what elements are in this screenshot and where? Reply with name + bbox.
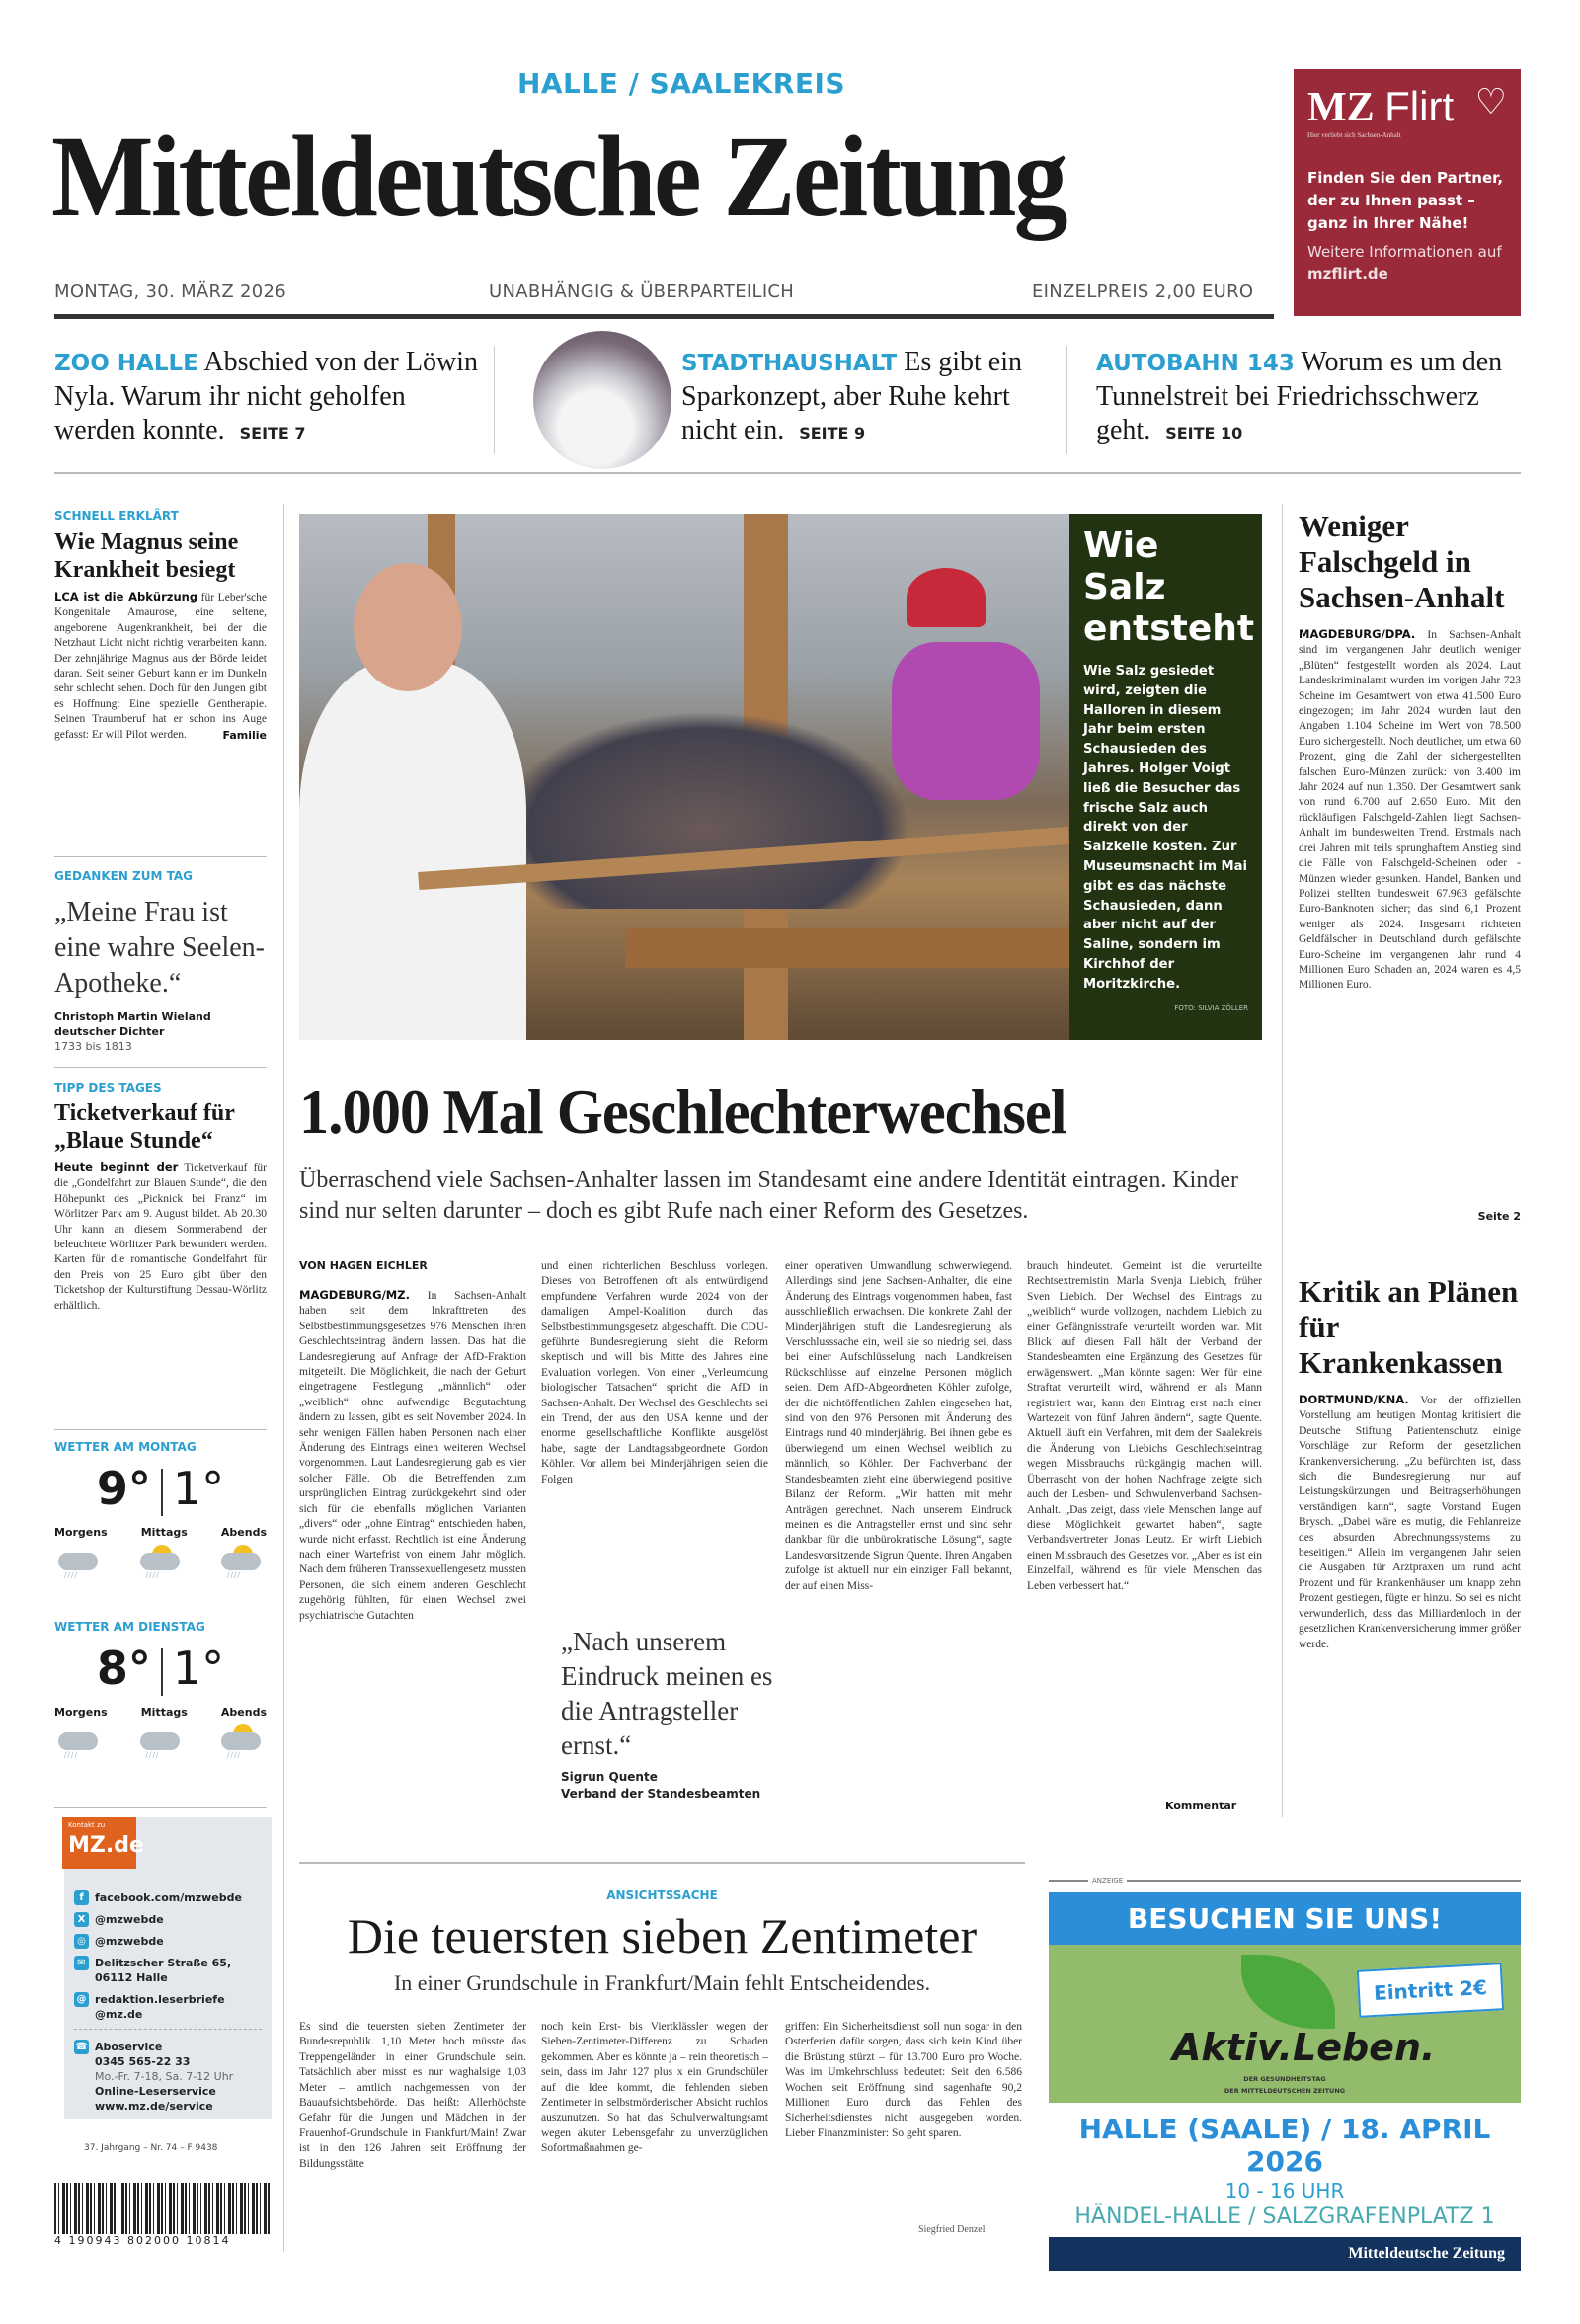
thought-box [54,869,267,1054]
flirt-link[interactable]: mzflirt.de [1307,265,1388,282]
flirt-tagline: Hier verliebt sich Sachsen-Anhalt [1307,131,1401,139]
sun-rain-icon: //// [136,1543,186,1580]
ad-footer-logo: Mitteldeutsche Zeitung [1049,2237,1521,2271]
event-ad[interactable] [1049,1877,1521,2271]
byline: VON HAGEN EICHLER [299,1259,428,1272]
teaser-image[interactable] [533,331,672,469]
masthead-rule [54,314,1274,319]
region-label: HALLE / SAALEKREIS [516,67,846,100]
tip-text: Heute beginnt der Ticketverkauf für die „Gondelfahrt zur Blauen Stunde“, die den Höhepunkt des „Picknick bei Franz“ im Wörlitzer Park am 9. August bildet. Ab 20.30 Uhr kann an diesem Sommerabend der beleuchtete Wörlitzer Park bewundert werden. Karten für die romantische Gondelfahrt für den Preis von 25 Euro gibt über den Ticketshop der Kulturstiftung Dessau-Wörlitz erhältlich. [54,1161,267,1312]
sun-rain-icon: //// [217,1543,267,1580]
divider [494,346,495,454]
x-link[interactable]: X @mzwebde [74,1912,262,1927]
rain-cloud-icon: //// [54,1543,104,1580]
issue-number: 37. Jahrgang – Nr. 74 – F 9438 [84,2143,218,2153]
rain-cloud-icon: //// [54,1723,104,1760]
teaser-page: SEITE 10 [1165,424,1243,442]
at-icon: @ [74,1992,89,2007]
teaser-autobahn[interactable] [1096,346,1521,450]
explain-text: LCA ist die Abkürzung für Leber'sche Kongenitale Amaurose, eine seltene, angeborene Augenkrankheit, bei der die Netzhaut Licht nicht richtig verarbeiten kann. Der zehnjährige Magnus aus der Börde leidet daran. Seit seiner Geburt kann er im Dunkeln sehr schlecht sehen. Doch für den Jungen gibt es Hoffnung: Eine spezielle Gentherapie. Seinen Traumberuf hat er schon ins Auge gefasst: Er will Pilot werden. Familie [54,590,268,742]
divider [299,1862,1025,1864]
caption-headline: Wie Salz entsteht [1083,525,1255,649]
teaser-text: Es gibt ein Sparkonzept, aber Ruhe kehrt nicht ein. [681,347,1022,445]
issue-date: MONTAG, 30. MÄRZ 2026 [54,281,287,302]
explain-headline: Wie Magnus seine Krankheit besiegt [54,529,239,583]
lead-subhead: Überraschend viele Sachsen-Anhalter lassen im Standesamt eine andere Identität eintragen. Kinder sind nur selten darunter – doch es gibt Rufe nach einer Reform des Gesetzes. [299,1167,1238,1224]
thought-quote: „Meine Frau ist eine wahre Seelen-Apotheke.“ [54,897,265,999]
ad-banner: BESUCHEN SIE UNS! [1049,1892,1521,1945]
facebook-link[interactable]: f facebook.com/mzwebde [74,1890,262,1905]
teaser-zoo[interactable] [54,346,489,450]
period-label: Abends [220,1525,267,1539]
phone-icon: ☎ [75,2042,88,2052]
price: EINZELPREIS 2,00 EURO [1032,281,1254,302]
dateline: MAGDEBURG/MZ. [299,1288,410,1302]
mail-icon: ✉ [74,1956,89,1970]
article-text: und einen richterlichen Beschluss vorlegen. Dieses von Betroffenen oft als entwürdigend empfundene Verfahren wurde 2024 von der damaligen Ampel-Koalition durch das Selbstbestimmungsgesetz abgeschafft. Die CDU-geführte Bundesregierung sieht die Reform skeptisch und will bis Mitte des Jahres eine Evaluation vorlegen. Von einer „Verleumdung biologischer Tatsachen“ spricht die AfD in Sachsen-Anhalt. Der Wechsel des Geschlechts sei ein Trend, der aus den USA kenne und der enorme gesellschaftliche Konflikte ausgelöst habe, sagte der Landtagsabgeordnete Gordon Köhler. Vor allem bei Minderjährigen seien die Folgen [541,1260,768,1485]
pull-quote-role: Verband der Standesbeamten [561,1787,761,1801]
leaf-logo-icon [1241,1955,1335,2029]
motto: UNABHÄNGIG & ÜBERPARTEILICH [489,281,795,302]
pull-quote [561,1625,778,1803]
teaser-text: Abschied von der Löwin Nyla. Warum ihr nicht geholfen werden konnte. [54,347,478,445]
ad-brand-area [1049,1945,1521,2103]
instagram-icon: ◎ [74,1934,89,1949]
lead-column-4 [1027,1259,1262,1793]
temperature: 9° 1° [96,1462,225,1515]
teaser-kicker: STADTHAUSHALT [681,351,898,376]
article-text: In Sachsen-Anhalt haben seit dem Inkrafttreten des Selbstbestimmungsgesetzes 976 Menschen ihren Geschlechtseintrag ändern lassen. Das hat die Landesregierung auf Anfrage der AfD-Fraktion mitgeteilt. Die Möglichkeit, die nach der Geburt eingetragene Festlegung „männlich“ oder „weiblich“ ohne aufwendige Begutachtung ändern zu lassen, gibt es seit November 2024. In sehr wenigen Fällen haben Personen nach einer Änderung des Eintrags einen weiteren Wechsel vorgenommen. Laut Landesregierung gab es vier solcher Fälle. Ob die Betreffenden zum ursprünglichen Eintrag zurückgekehrt sind oder sich für die ebenfalls möglichen Varianten „divers“ oder „ohne Eintrag“ entschieden haben, wurde nicht erfasst. Rechtlich ist eine Änderung nach einer Wartefrist von einem Jahr möglich. Nach dem früheren Transsexuellengesetz mussten Personen, die sich einem anderen Geschlecht zugehörig fühlten, für einen Wechsel zwei psychiatrische Gutachten [299,1290,526,1622]
mz-flirt-ad[interactable] [1294,69,1521,316]
divider [1066,346,1067,454]
article-text: brauch hindeutet. Gemeint ist die verurteilte Rechtsextremistin Marla Svenja Liebich, früher Sven Liebich. Der Wechsel des Eintrags zu „weiblich“ wurde vollzogen, nachdem Liebich zu einer Gefängnisstrafe verurteilt worden war. Mit Blick auf diesen Fall hält der Verband der Standesbeamten eine Ergänzung des Gesetzes für erwägenswert. „Man könnte sagen: Wer für eine Straftat verurteilt wird, während er als Mann registriert war, kann den Eintrag erst nach einer Wartezeit von fünf Jahren ändern“, sagte Quente. Aktuell läuft ein Verfahren, mit dem der Saalekreis die Änderung von Liebichs Geschlechtseintrag wegen Missbrauchs rückgängig machen will. Überrascht von der hohen Nachfrage zeigte sich auch der Lesben- und Schwulenverband Sachsen-Anhalt. „Das zeigt, dass viele Menschen lange auf diese Möglichkeit gewartet haben“, sagte Verbandsvertreter Jonas Leutz. Er wirft Liebich einen Missbrauch des Gesetzes vor. „Aber es ist ein Einzelfall, während es für viele Menschen das Leben verbessert hat.“ [1027,1260,1262,1592]
tip-headline: Ticketverkauf für „Blaue Stunde“ [54,1100,235,1154]
rain-cloud-icon: //// [136,1723,186,1760]
lead-headline[interactable]: 1.000 Mal Geschlechterwechsel [299,1078,1066,1147]
teaser-stadthaushalt[interactable] [681,346,1037,450]
period-label: Abends [220,1705,267,1719]
falschgeld-story[interactable]: Weniger Falschgeld in Sachsen-Anhalt MAGDEBURG/DPA. In Sachsen-Anhalt sind im vergangenen Jahr deutlich weniger „Blüten“ festgestellt worden als 2024. Laut Landeskriminalamt wurden im vorigen Jahr 723 Scheine im Gesamtwert von etwa 41.500 Euro eingezogen; im Jahr 2024 wurden laut den Angaben 1.104 Scheine im Wert von 78.500 Euro sichergestellt. Noch deutlicher, um etwa 60 Prozent, ging die Zahl der sichergestellten falschen Euro-Münzen zurück: von 3.400 im Jahr 2024 auf nun 1.350. Der Gesamtwert sank von rund 6.700 auf 2.650 Euro. Mit den rückläufigen Falschgeld-Zahlen liegt Sachsen-Anhalt im bundesweiten Trend. Erstmals nach drei Jahren mit teils sprunghaftem Anstieg sind die Fälle von Falschgeld-Scheinen oder -Münzen wieder gesunken. Handel, Banken und Polizei stellten bundesweit 67.963 gefälschte Euro-Banknoten sicher; das sind 6,1 Prozent weniger als 2024. Insgesamt richteten Geldfälscher in Deutschland durch gefälschte Euro-Scheine im vergangenen Jahr rund 4 Millionen Euro Schaden an, 2024 waren es 4,5 Millionen Euro. Seite 2 [1299,509,1521,1223]
period-label: Morgens [54,1705,108,1719]
lead-column-2 [541,1259,768,1600]
article-text: einer operativen Umwandlung schwerwiegend. Allerdings sind jene Sachsen-Anhalter, die eine Änderung des Eintrags vorgenommen haben, fast ausschließlich erwachsen. Die konkrete Zahl der Minderjährigen stuft die Landesregierung als Verschlusssache ein, weil sie so niedrig sei, dass bei einer Aufschlüsselung nach Landkreisen Rückschlüsse auf einzelne Personen möglich seien. Dem AfD-Abgeordneten Köhler zufolge, der die nichtöffentlichen Zahlen eingesehen hat, sind von den 976 Personen mit Änderung des Eintrags rund 40 minderjährig. Bei ihnen gebe es überwiegend um einen Wechsel weiblich zu männlich, so Köhler. Der Fachverband der Standesbeamten zieht eine überwiegend positive Bilanz der Reform. „Wir hatten mit mehr Anträgen gerechnet. Nach unserem Eindruck meinen es die Antragsteller ernst und sind sehr dankbar für die unbürokratische Lösung“, sagte Landesvorsitzende Sigrun Quente. Ihren Angaben zufolge ist aktuell nur ein einziger Fall bekannt, der auf einen Miss- [785,1260,1012,1592]
temperature: 8° 1° [96,1642,225,1695]
contact-box [64,1817,272,2119]
teaser-rule [54,472,1521,474]
opinion-kicker: ANSICHTSSACHE [606,1888,718,1902]
period-label: Mittags [140,1705,188,1719]
mz-de-badge[interactable]: Kontakt zu MZ.de [62,1817,136,1869]
opinion-column-2: noch kein Erst- bis Viertklässler wegen der Sieben-Zentimeter-Differenz zu Schaden gekommen. Aber es könnte ja – rein theoretisch – sein, dass im Jahr 127 plus x ein Grundschüler auf die Idee kommt, die fehlenden sieben Zentimeter in selbstmörderischer Absicht ruchlos auszunutzen. So hat das Schulverwaltungsamt wegen akuter Lebensgefahr zu unverzüglichen Sofortmaßnahmen ge- [541,2021,768,2155]
krankenkassen-story[interactable]: Kritik an Plänen für Krankenkassen DORTMUND/KNA. Vor der offiziellen Vorstellung am heutigen Montag kritisiert die Deutsche Stiftung Patientenschutz einige Vorschläge zur Reform der gesetzlichen Krankenversicherung. „Zu befürchten ist, dass sich die Bundesregierung nur auf Leistungskürzungen und Beitragserhöhungen verständigen kann“, sagte Vorstand Eugen Brysch. „Dabei wäre es mutig, die Fehlanreize des absurden Abrechnungssystems zu beseitigen.“ Allein im vergangenen Jahr seien die Ausgaben für Arztpraxen um rund acht Prozent und für Krankenhäuser um knapp zehn Prozent gestiegen, fügte er hinzu. So sei es nicht verwunderlich, dass das Milliardenloch in der gesetzlichen Krankenversicherung immer größer werde. [1299,1274,1521,1650]
story-headline: Weniger Falschgeld in Sachsen-Anhalt [1299,509,1505,614]
thought-years: 1733 bis 1813 [54,1040,132,1053]
weather-kicker: WETTER AM MONTAG [54,1440,197,1454]
opinion-column-1: Es sind die teuersten sieben Zentimeter der Bundesrepublik. 1,10 Meter hoch müsste das Treppengeländer in einer Grundschule sein. Tatsächlich aber misst es nur waghalsige 1,03 Meter – amtlich nachgemessen von der Bauaufsichtsbehörde. Das heißt: Allerhöchste Gefahr für die Jungen und Mädchen in der Frauenhof-Grundschule in Frankfurt/Main! Zwar ist in den 126 Jahren seit Eröffnung der Bildungsstätte [299,2021,526,2170]
weather-monday [54,1440,267,1580]
x-icon: X [74,1912,89,1927]
email-link[interactable]: @ redaktion.leserbriefe @mz.de [74,1992,262,2022]
divider [54,1429,267,1430]
column-divider [1282,504,1283,1817]
tip-box[interactable] [54,1082,267,1314]
ad-brand: Aktiv.Leben. [1172,2026,1436,2069]
newspaper-title[interactable]: Mitteldeutsche Zeitung [51,112,1066,241]
facebook-icon: f [74,1890,89,1905]
teaser-page: SEITE 9 [799,424,866,442]
column-divider [283,504,284,2252]
caption-text: Wie Salz gesiedet wird, zeigten die Halloren in diesem Jahr beim ersten Schausieden des Jahres. Holger Voigt ließ die Besucher das frische Salz auch direkt von der Salzkelle kosten. Zur Museumsnacht im Mai gibt es das nächste Schausieden, dann aber nicht auf der Saline, sondern im Kirchhof der Moritzkirche. [1083,664,1248,992]
thought-kicker: GEDANKEN ZUM TAG [54,869,194,883]
lead-column-3 [785,1259,1012,1812]
photo-caption-box [1069,514,1262,1040]
teaser-kicker: ZOO HALLE [54,351,198,376]
sun-rain-icon: //// [217,1723,267,1760]
photo-credit: FOTO: SILVIA ZÖLLER [1174,1003,1248,1012]
opinion-column-3: griffen: Ein Sicherheitsdienst soll nun sogar in den Osterferien dafür sorgen, dass sich kein Kind über die Brüstung stürzt – für 13.700 Euro pro Woche. Was im Umkehrschluss bedeutet: Seit den 6.586 Wochen seit Eröffnung sind sagenhafte 90,2 Millionen Euro durch das Fehlen des Sicherheitsdienstes nicht ausgegeben worden. Lieber Finanzminister: So geht sparen. [785,2021,1022,2139]
hearts-icon: ♡ [1474,82,1507,121]
opinion-author: Siegfried Denzel [918,2224,986,2235]
barcode-number: 4 190943 802000 10814 [54,2234,231,2247]
divider [54,856,267,857]
thought-role: deutscher Dichter [54,1025,165,1038]
weather-tuesday [54,1620,267,1760]
flirt-claim: Finden Sie den Partner, der zu Ihnen passt – ganz in Ihrer Nähe! [1307,169,1504,232]
explain-box[interactable] [54,509,267,743]
flirt-info: Weitere Informationen auf mzflirt.de [1307,243,1502,282]
story-headline: Kritik an Plänen für Krankenkassen [1299,1274,1519,1380]
ad-brand-sub: DER GESUNDHEITSTAG [1243,2075,1326,2083]
divider [54,1067,267,1068]
address: ✉ Delitzscher Straße 65, 06112 Halle [74,1956,262,1985]
ticket-price-badge: Eintritt 2€ [1357,1963,1504,2018]
barcode [54,2183,272,2234]
ad-label: ANZEIGE [1049,1877,1521,1884]
ad-place-date: HALLE (SAALE) / 18. APRIL 2026 [1078,2113,1491,2178]
pull-quote-author: Sigrun Quente [561,1770,658,1784]
comment-ref[interactable]: Kommentar [1165,1800,1237,1812]
teaser-page: SEITE 7 [239,424,306,442]
tip-kicker: TIPP DES TAGES [54,1082,162,1095]
phone-number[interactable]: 0345 565-22 33 [95,2055,191,2068]
weather-kicker: WETTER AM DIENSTAG [54,1620,205,1634]
story-ref[interactable]: Seite 2 [1477,1210,1521,1223]
lead-column-1 [299,1259,526,1624]
thought-author: Christoph Martin Wieland [54,1010,211,1023]
service-link[interactable]: www.mz.de/service [95,2100,213,2113]
explain-kicker: SCHNELL ERKLÄRT [54,509,179,522]
pull-quote-text: „Nach unserem Eindruck meinen es die Antragsteller ernst.“ [561,1627,773,1760]
divider [54,1807,267,1808]
lead-photo[interactable] [299,514,1069,1040]
period-label: Morgens [54,1525,108,1539]
period-label: Mittags [140,1525,188,1539]
opinion-subhead: In einer Grundschule in Frankfurt/Main fehlt Entscheidendes. [393,1970,931,1995]
teaser-text: Worum es um den Tunnelstreit bei Friedrichsschwerz geht. [1096,347,1503,445]
instagram-link[interactable]: ◎ @mzwebde [74,1934,262,1949]
ad-brand-sub: DER MITTELDEUTSCHEN ZEITUNG [1224,2087,1346,2095]
flirt-logo: MZ Flirt [1307,83,1455,130]
opinion-headline[interactable]: Die teuersten sieben Zentimeter [347,1908,978,1963]
aboservice: ☎ Aboservice 0345 565-22 33 Mo.-Fr. 7-18, Sa. 7-12 Uhr Online-Leserservice www.mz.de/service [75,2041,234,2113]
teaser-kicker: AUTOBAHN 143 [1096,351,1295,376]
ad-time: 10 - 16 UHR [1224,2179,1345,2203]
ad-venue: HÄNDEL-HALLE / SALZGRAFENPLATZ 1 [1074,2204,1495,2229]
